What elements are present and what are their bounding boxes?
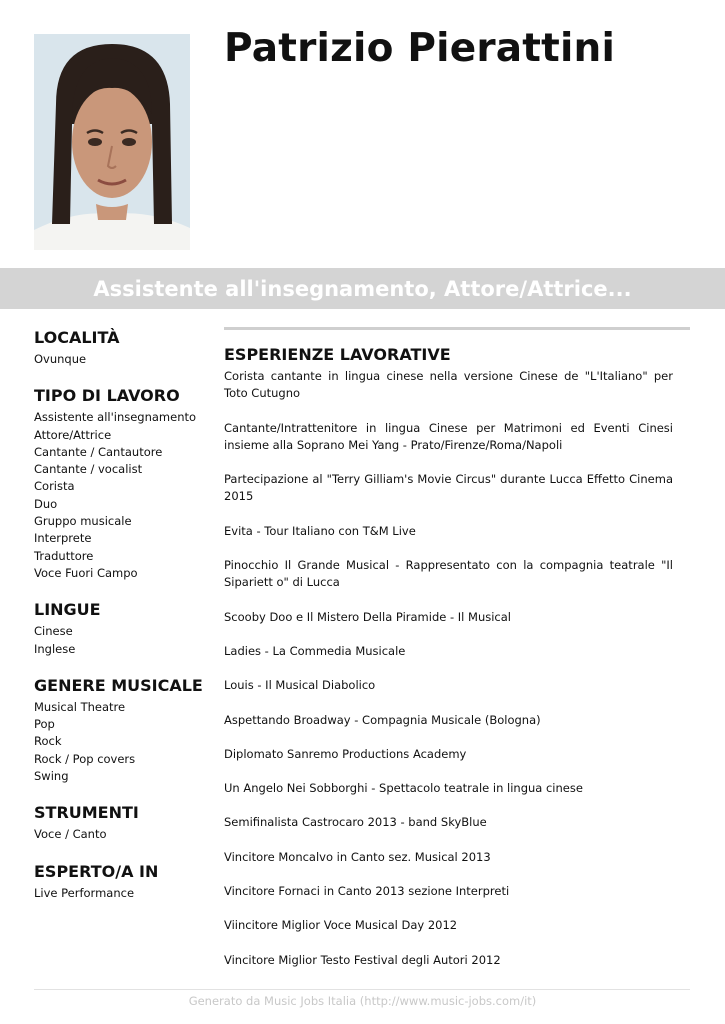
section-title: ESPERTO/A IN xyxy=(34,861,159,881)
experience-item: Semifinalista Castrocaro 2013 - band SkyBlue xyxy=(224,815,487,830)
experience-item: Louis - Il Musical Diabolico xyxy=(224,678,376,693)
list-item: Gruppo musicale xyxy=(34,514,132,529)
list-item: Corista xyxy=(34,479,75,494)
list-item: Rock xyxy=(34,734,62,749)
list-item: Inglese xyxy=(34,641,76,656)
list-item: Cantante / Cantautore xyxy=(34,444,163,459)
experience-item: Ladies - La Commedia Musicale xyxy=(224,643,406,658)
section-title: TIPO DI LAVORO xyxy=(34,386,180,406)
experience-item: Un Angelo Nei Sobborghi - Spettacolo teatrale in lingua cinese xyxy=(224,781,583,796)
list-item: Attore/Attrice xyxy=(34,427,112,442)
experience-section xyxy=(224,345,673,986)
list-item: Voce Fuori Campo xyxy=(34,565,138,580)
profile-photo xyxy=(34,34,190,250)
section-title: LOCALITÀ xyxy=(34,328,120,347)
candidate-name: Patrizio Pierattini xyxy=(224,26,616,71)
section-localita xyxy=(34,328,214,368)
experience-item: Vincitore Miglior Testo Festival degli Autori 2012 xyxy=(224,952,501,967)
section-tipo-di-lavoro xyxy=(34,386,214,582)
list-item: Rock / Pop covers xyxy=(34,751,136,766)
section-lingue xyxy=(34,600,214,658)
list-item: Traduttore xyxy=(34,548,94,563)
experience-item: Vincitore Moncalvo in Canto sez. Musical 2013 xyxy=(224,849,491,864)
footer-divider xyxy=(34,989,690,990)
list-item: Duo xyxy=(34,496,58,511)
section-genere-musicale xyxy=(34,676,214,785)
section-title: STRUMENTI xyxy=(34,803,139,823)
list-item: Live Performance xyxy=(34,885,135,900)
experience-item: Pinocchio Il Grande Musical - Rappresentato con la compagnia teatrale "Il Sipariett o" di Lucca xyxy=(224,558,673,590)
experience-item: Corista cantante in lingua cinese nella versione Cinese de "L'Italiano" per Toto Cutugno xyxy=(224,369,673,401)
sidebar xyxy=(34,328,214,920)
section-divider xyxy=(224,327,690,330)
list-item: Swing xyxy=(34,769,69,784)
list-item: Cantante / vocalist xyxy=(34,462,143,477)
experience-item: Partecipazione al "Terry Gilliam's Movie Circus" durante Lucca Effetto Cinema 2015 xyxy=(224,472,673,504)
list-item: Interprete xyxy=(34,531,92,546)
experience-item: Vincitore Fornaci in Canto 2013 sezione Interpreti xyxy=(224,884,510,899)
experience-title: ESPERIENZE LAVORATIVE xyxy=(224,345,451,364)
list-item: Musical Theatre xyxy=(34,699,126,714)
experience-item: Scooby Doo e Il Mistero Della Piramide - Il Musical xyxy=(224,609,511,624)
experience-item: Diplomato Sanremo Productions Academy xyxy=(224,746,467,761)
list-item: Voce / Canto xyxy=(34,827,107,842)
experience-item: Aspettando Broadway - Compagnia Musicale (Bologna) xyxy=(224,712,541,727)
footer-text: Generato da Music Jobs Italia (http://www.music-jobs.com/it) xyxy=(188,994,537,1008)
list-item: Ovunque xyxy=(34,352,87,366)
section-title: LINGUE xyxy=(34,600,101,620)
list-item: Cinese xyxy=(34,624,73,639)
list-item: Assistente all'insegnamento xyxy=(34,410,197,425)
experience-item: Evita - Tour Italiano con T&M Live xyxy=(224,523,416,538)
list-item: Pop xyxy=(34,717,55,732)
section-title: GENERE MUSICALE xyxy=(34,675,203,695)
experience-item: Cantante/Intrattenitore in lingua Cinese per Matrimoni ed Eventi Cinesi insieme alla Soprano Mei Yang - Prato/Firenze/Roma/Napoli xyxy=(224,420,673,452)
job-title-text: Assistente all'insegnamento, Attore/Attrice... xyxy=(93,276,632,301)
section-strumenti xyxy=(34,803,214,843)
section-esperto-in xyxy=(34,862,214,902)
job-title-banner xyxy=(0,268,725,309)
experience-item: Viincitore Miglior Voce Musical Day 2012 xyxy=(224,918,458,933)
